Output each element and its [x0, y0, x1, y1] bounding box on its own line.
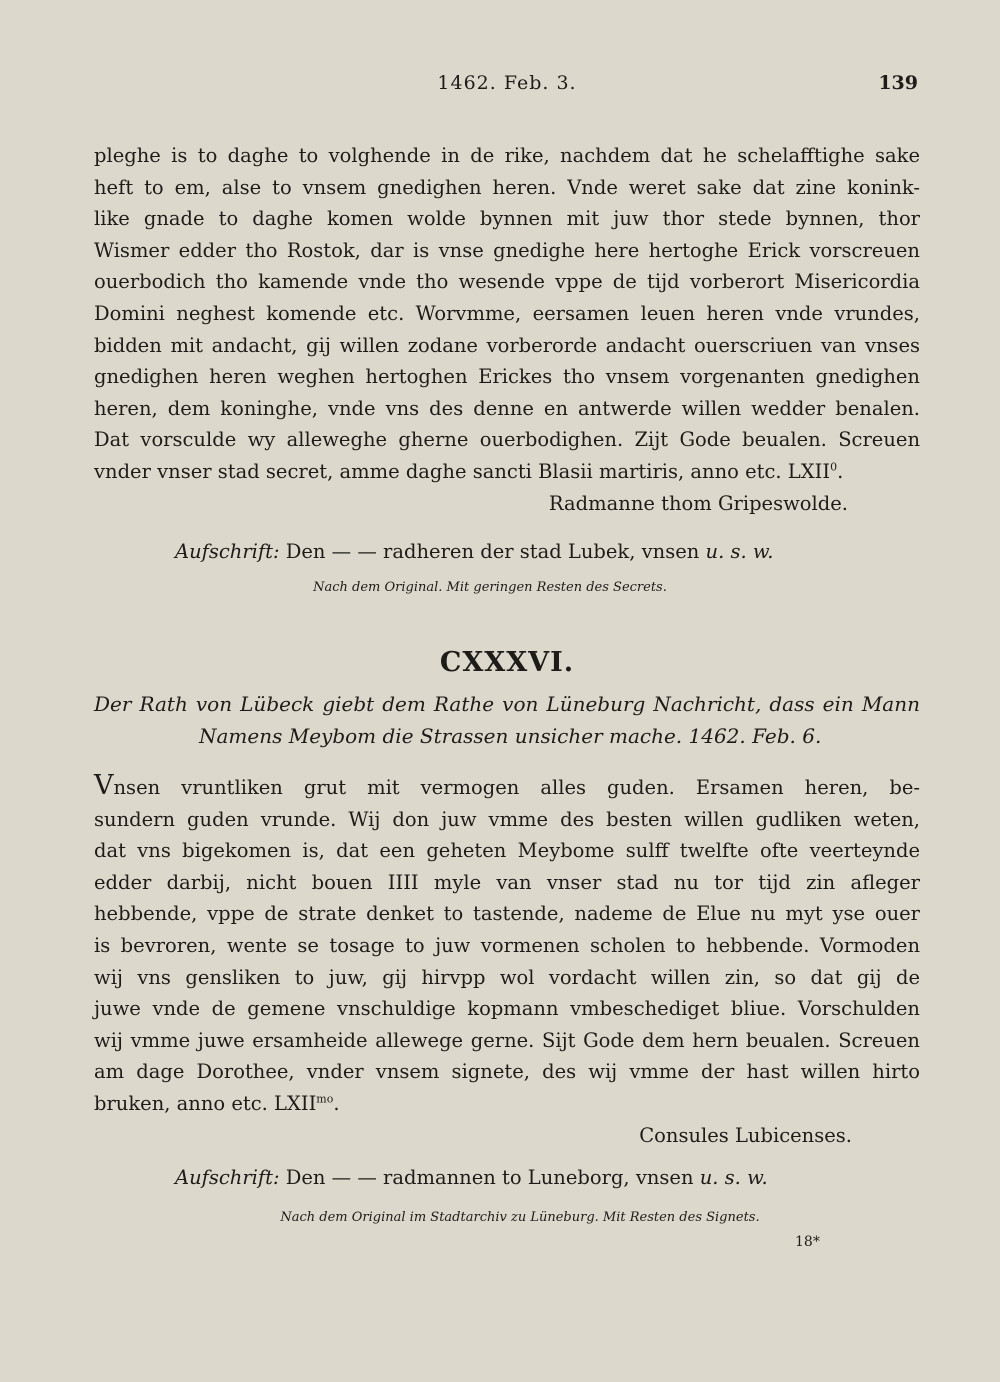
document-summary	[94, 688, 920, 752]
text-line: am dage Dorothee, vnder vnsem signete, des wij vmme der hast willen hirto	[94, 1060, 920, 1084]
source-note: Nach dem Original. Mit geringen Resten des Secrets.	[313, 580, 667, 595]
text-line: pleghe is to daghe to volghende in de rike, nachdem dat he schelafftighe sake	[94, 144, 920, 167]
address-label: Aufschrift:	[175, 1166, 280, 1189]
text-span: vnder vnser stad secret, amme daghe sancti Blasii martiris, anno etc. LXII	[94, 459, 831, 483]
address-text: Den — — radheren der stad Lubek, vnsen	[279, 540, 706, 563]
letter-1-source-note	[180, 580, 800, 595]
address-line	[175, 1162, 920, 1194]
superscript: mo	[316, 1092, 334, 1106]
text-span: nsen vruntliken grut mit vermogen alles guden. Ersamen heren, be-	[113, 776, 920, 799]
initial-letter: V	[94, 770, 114, 801]
letter-2-address	[175, 1162, 920, 1194]
superscript: 0	[830, 460, 838, 474]
text-line: gnedighen heren weghen hertoghen Erickes tho vnsem vorgenanten gnedighen	[94, 365, 920, 389]
signature: Radmanne thom Gripeswolde.	[548, 491, 848, 515]
text-line: heft to em, alse to vnsem gnedighen heren. Vnde weret sake dat zine konink-	[94, 175, 920, 199]
summary-line: Der Rath von Lübeck giebt dem Rathe von Lüneburg Nachricht, dass ein Mann	[94, 692, 920, 716]
text-line: like gnade to daghe komen wolde bynnen mit juw thor stede bynnen, thor	[94, 207, 920, 231]
page-number: 139	[878, 72, 918, 94]
text-line-first	[94, 772, 920, 804]
address-text: Den — — radmannen to Luneborg, vnsen	[279, 1166, 700, 1189]
summary-line: Namens Meybom die Strassen unsicher mache. 1462. Feb. 6.	[199, 724, 822, 748]
sheet-signature: 18*	[795, 1234, 820, 1250]
text-span: bruken, anno etc. LXII	[94, 1091, 317, 1115]
text-line-last	[94, 456, 920, 488]
running-title: 1462. Feb. 3.	[437, 72, 577, 94]
text-line: Dat vorsculde wy alleweghe gherne ouerbodighen. Zijt Gode beualen. Screuen	[94, 428, 920, 452]
letter-1-body	[94, 140, 920, 519]
text-line: wij vns gensliken to juw, gij hirvpp wol vordacht willen zin, so dat gij de	[94, 965, 920, 989]
text-span: .	[333, 1091, 340, 1115]
letter-2-body	[94, 772, 920, 1151]
text-line: juwe vnde de gemene vnschuldige kopmann vmbeschediget bliue. Vorschulden	[94, 997, 920, 1021]
address-line	[175, 536, 920, 568]
text-line: edder darbij, nicht bouen IIII myle van vnser stad nu tor tijd zin afleger	[94, 870, 920, 894]
text-span: .	[837, 459, 844, 483]
text-line: Wismer edder tho Rostok, dar is vnse gnedighe here hertoghe Erick vorscreuen	[94, 238, 920, 262]
signature: Consules Lubicenses.	[639, 1123, 852, 1147]
address-abbrev: u. s. w.	[705, 540, 774, 563]
text-line: dat vns bigekomen is, dat een geheten Meybome sulff twelfte ofte veerteynde	[94, 839, 920, 863]
text-line-last	[94, 1088, 920, 1120]
text-line: bidden mit andacht, gij willen zodane vorberorde andacht ouerscriuen van vnses	[94, 333, 920, 357]
text-line: heren, dem koninghe, vnde vns des denne en antwerde willen wedder benalen.	[94, 396, 920, 420]
page-header	[94, 72, 920, 104]
text-line: wij vmme juwe ersamheide allewege gerne. Sijt Gode dem hern beualen. Screuen	[94, 1028, 920, 1052]
letter-1-address	[175, 536, 920, 568]
source-note: Nach dem Original im Stadtarchiv zu Lüneburg. Mit Resten des Signets.	[280, 1210, 760, 1225]
letter-2-source-note	[210, 1210, 830, 1225]
text-line: Domini neghest komende etc. Worvmme, eersamen leuen heren vnde vrundes,	[94, 301, 920, 325]
text-line: is bevroren, wente se tosage to juw vormenen scholen to hebbende. Vormoden	[94, 933, 920, 957]
address-abbrev: u. s. w.	[699, 1166, 768, 1189]
document-number: CXXXVI.	[439, 647, 575, 678]
text-line: sundern guden vrunde. Wij don juw vmme des besten willen gudliken weten,	[94, 807, 920, 831]
text-line: ouerbodich tho kamende vnde tho wesende vppe de tijd vorberort Misericordia	[94, 270, 920, 294]
address-label: Aufschrift:	[175, 540, 280, 563]
text-line: hebbende, vppe de strate denket to tastende, nademe de Elue nu myt yse ouer	[94, 902, 920, 926]
